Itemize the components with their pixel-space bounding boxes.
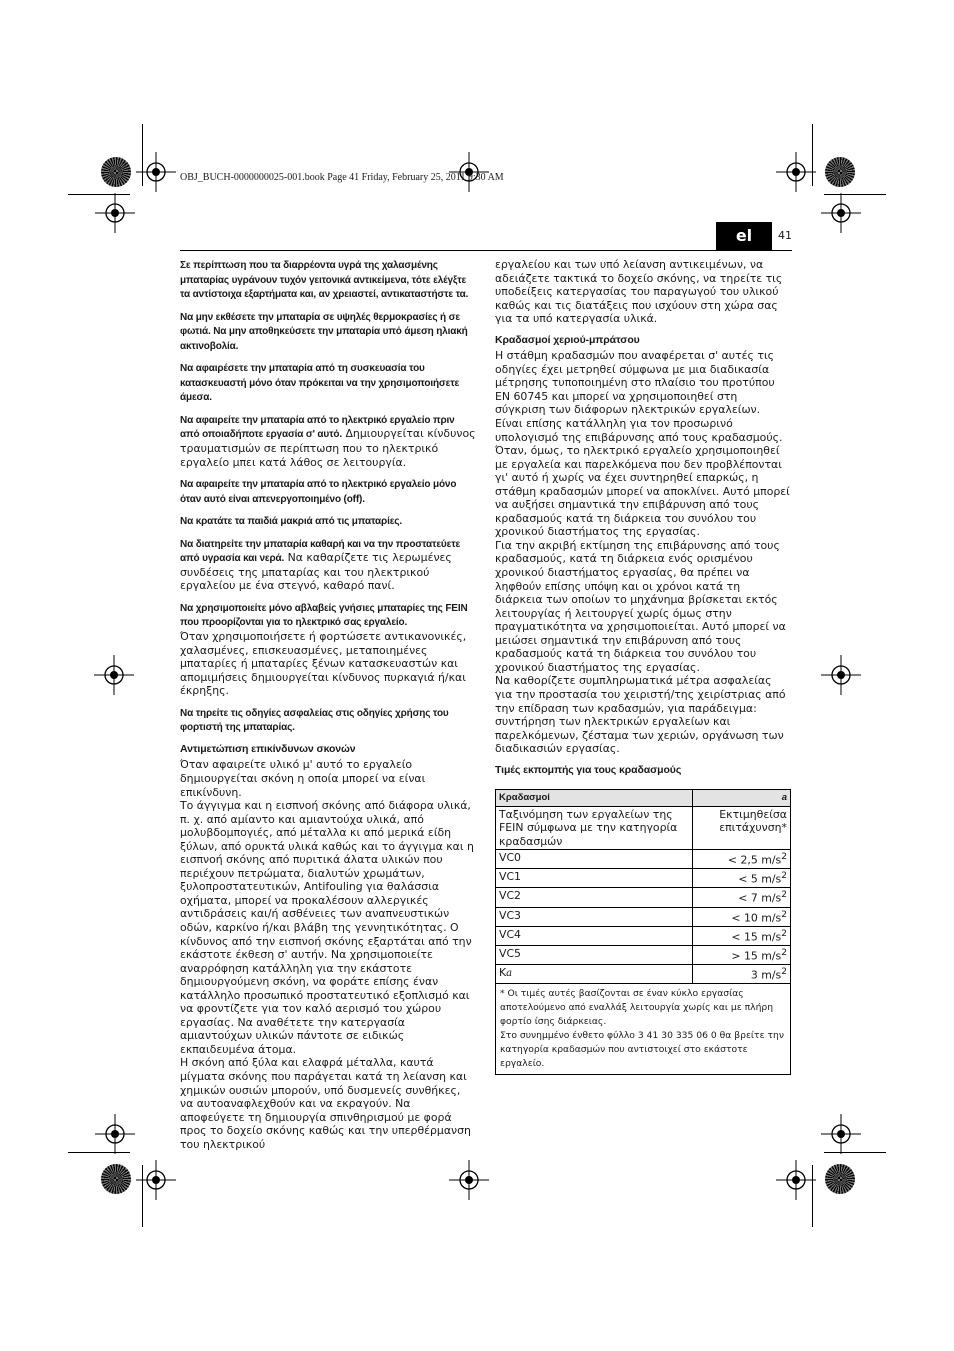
table-row xyxy=(496,945,791,964)
paragraph xyxy=(180,537,476,593)
warning-text: Να διατηρείτε την μπαταρία καθαρή και να την προστατεύετε από υγρασία και νερά. xyxy=(180,538,461,565)
exponent: 2 xyxy=(781,947,787,958)
table-header-cell: Κραδασμοί xyxy=(496,790,693,807)
table-row xyxy=(496,964,791,983)
table-cell xyxy=(693,964,791,983)
table-header-cell: a xyxy=(693,790,791,807)
table-cell: Εκτιμηθείσα επιτάχυνση* xyxy=(693,806,791,850)
comparison-sign: < xyxy=(727,853,738,867)
warning-text: Να αφαιρέσετε την μπαταρία από τη συσκευασία του κατασκευαστή μόνο όταν πρόκειται να την χρησιμοποιήσετε άμεσα. xyxy=(180,363,460,404)
table-cell xyxy=(693,869,791,888)
crosshair-icon xyxy=(449,1160,489,1200)
value-text: 3 m/s xyxy=(750,968,782,982)
registration-disc-icon xyxy=(101,157,131,187)
warning-text: Να τηρείτε τις οδηγίες ασφαλείας στις οδηγίες χρήσης του φορτιστή της μπαταρίας. xyxy=(180,707,449,734)
table-header-row xyxy=(496,790,791,807)
paragraph: Η σκόνη από ξύλα και ελαφρά μέταλλα, καυτά μίγματα σκόνης που παράγεται κατά τη λείανση και χημικών ουσιών μπορούν, υπό δυσμενείς συνθήκες, να αυτοαναφλεχθούν και να εκραγούν. Να αποφεύγετε τη δημιουργία σπινθηρισμού με φορά προς το δοχείο σκόνης καθώς και την υπερθέρμανση του ηλεκτρικού xyxy=(180,1056,471,1151)
table-cell xyxy=(496,964,693,983)
paragraph xyxy=(180,477,476,506)
paragraph: εργαλείου και των υπό λείανση αντικειμένων, να αδειάζετε τακτικά το δοχείο σκόνης, να τηρείτε τις υποδείξεις κατεργασίας του παραγωγού του υλικού καθώς και τις διατάξεις που ισχύουν στη χώρα σας για τα υπό κατεργασία υλικά. xyxy=(495,258,783,326)
registration-disc-icon xyxy=(825,157,855,187)
table-row xyxy=(496,926,791,945)
paragraph: Το άγγιγμα και η εισπνοή σκόνης από διάφορα υλικά, π. χ. από αμίαντο και αμιαντούχα υλικά, από μολυβδομπογιές, από μέταλλα κι από μερικά είδη ξύλων, από ορυκτά υλικά καθώς και το άγγιγμα και η εισπνοή σκόνης από πυριτικά άλατα υλικών που περιέχουν πετρώματα, διαλυτών χρωμάτων, ξυλοπροστατευτικών, Antifouling για θαλάσσια οχήματα, μπορεί να προκαλέσουν αλλεργικές αντιδράσεις και/ή ασθένειες των αναπνευστικών οδών, καρκίνο ή/και βλάβη της γεννητικότητας. Ο κίνδυνος από την εισπνοή σκόνης εξαρτάται από την εκάστοτε έκθεση σ' αυτήν. Να χρησιμοποιείτε αναρρόφηση κατάλληλη για την εκάστοτε δημιουργούμενη σκόνη, να φοράτε επίσης έναν κατάλληλο προσωπικό προστατευτικό εξοπλισμό και να φροντίζετε για τον καλό αερισμό του χώρου εργασίας. Να αναθέτετε την κατεργασία αμιαντούχων υλικών πάντοτε σε ειδικώς εκπαιδευμένα άτομα. xyxy=(180,799,474,1056)
paragraph xyxy=(180,258,476,302)
warning-text: Να μην εκθέσετε την μπαταρία σε υψηλές θερμοκρασίες ή σε φωτιά. Να μην αποθηκεύσετε την μπαταρία υπό άμεση ηλιακή ακτινοβολία. xyxy=(180,311,468,352)
table-cell: VC0 xyxy=(496,850,693,869)
table-cell: VC3 xyxy=(496,907,693,926)
table-footnote xyxy=(496,984,791,1075)
table-row xyxy=(496,907,791,926)
paragraph: Όταν, όμως, το ηλεκτρικό εργαλείο χρησιμοποιηθεί με εργαλεία και παρελκόμενα που δεν προβλέπονται γι' αυτό ή χωρίς να έχει συντηρηθεί επαρκώς, η στάθμη κραδασμών μπορεί να αποκλίνει. Αυτό μπορεί να αυξήσει σημαντικά την επιβάρυνση από τους κραδασμούς κατά τη διάρκεια του συνόλου του χρονικού διαστήματος της εργασίας. xyxy=(495,444,790,539)
table-row xyxy=(496,806,791,850)
table-cell xyxy=(693,945,791,964)
paragraph: Όταν αφαιρείτε υλικό μ' αυτό το εργαλείο δημιουργείται σκόνη η οποία μπορεί να είναι επικίνδυνη. xyxy=(180,758,426,799)
paragraph xyxy=(180,361,476,405)
table-row xyxy=(496,869,791,888)
k-subscript: a xyxy=(506,967,513,979)
warning-text: Να αφαιρείτε την μπαταρία από το ηλεκτρικό εργαλείο πριν από οποιαδήποτε εργασία σ' αυτό. xyxy=(180,414,455,441)
crosshair-icon xyxy=(821,1114,861,1154)
value-text: 15 m/s xyxy=(740,949,782,963)
section-heading: Αντιμετώπιση επικίνδυνων σκονών xyxy=(180,742,356,755)
exponent: 2 xyxy=(781,966,787,977)
footnote-text: Στο συνημμένο ένθετο φύλλο 3 41 30 335 06 0 θα βρείτε την κατηγορία κραδασμών που αντιστοιχεί στο εκάστοτε εργαλείο. xyxy=(500,1030,784,1070)
exponent: 2 xyxy=(781,890,787,901)
table-cell xyxy=(693,926,791,945)
file-info-line: OBJ_BUCH-0000000025-001.book Page 41 Friday, February 25, 2011 9:30 AM xyxy=(180,172,504,183)
comparison-sign: < xyxy=(738,872,748,886)
language-badge: el xyxy=(716,222,772,250)
crosshair-icon xyxy=(95,193,135,233)
table-cell: VC4 xyxy=(496,926,693,945)
page-number: 41 xyxy=(778,229,792,242)
value-text: 2,5 m/s xyxy=(737,853,782,867)
table-cell: VC5 xyxy=(496,945,693,964)
warning-text: Να χρησιμοποιείτε μόνο αβλαβείς γνήσιες μπαταρίες της FEIN που προορίζονται για το ηλεκτρικό σας εργαλείο. xyxy=(180,602,468,629)
crosshair-icon xyxy=(776,1160,816,1200)
comparison-sign: < xyxy=(731,911,741,925)
header-rule xyxy=(180,250,792,251)
registration-disc-icon xyxy=(825,1164,855,1194)
paragraph xyxy=(180,706,476,735)
section-heading: Τιμές εκπομπής για τους κραδασμούς xyxy=(495,763,682,776)
paragraph: Η στάθμη κραδασμών που αναφέρεται σ' αυτές τις οδηγίες έχει μετρηθεί σύμφωνα με μια διαδικασία μέτρησης τυποποιημένη στο πλαίσιο του προτύπου EN 60745 και μπορεί να χρησιμοποιηθεί στη σύγκριση των διάφορων ηλεκτρικών εργαλείων. Είναι επίσης κατάλληλη για τον προσωρινό υπολογισμό της επιβάρυνσης από τους κραδασμούς. xyxy=(495,349,783,444)
right-column xyxy=(495,258,791,1075)
paragraph: Να καθορίζετε συμπληρωματικά μέτρα ασφαλείας για την προστασία του χειριστή/της χειρίστριας από την επίδραση των κραδασμών, για παράδειγμα: συντήρηση των ηλεκτρικών εργαλείων και παρελκόμενων, ζέσταμα των χεριών, οργάνωση των διαδικασιών εργασίας. xyxy=(495,674,786,756)
body-text: Να καθαρίζετε τις λερωμένες συνδέσεις της μπαταρίας και του ηλεκτρικού εργαλείου με ένα στεγνό, καθαρό πανί. xyxy=(180,551,452,593)
exponent: 2 xyxy=(781,928,787,939)
table-footnote-row xyxy=(496,984,791,1075)
table-cell xyxy=(693,850,791,869)
table-row xyxy=(496,888,791,907)
crosshair-icon xyxy=(821,655,861,695)
exponent: 2 xyxy=(781,871,787,882)
table-cell: VC2 xyxy=(496,888,693,907)
paragraph: Για την ακριβή εκτίμηση της επιβάρυνσης από τους κραδασμούς, κατά τη διάρκεια ενός ορισμένου χρονικού διαστήματος εργασίας, θα πρέπει να ληφθούν επίσης υπόψη και οι χρόνοι κατά τη διάρκεια των οποίων το μηχάνημα βρίσκεται εκτός λειτουργίας ή λειτουργεί χωρίς όμως στην πραγματικότητα να χρησιμοποιείται. Αυτό μπορεί να μειώσει σημαντικά την επιβάρυνση από τους κραδασμούς κατά τη διάρκεια του συνόλου του χρονικού διαστήματος της εργασίας. xyxy=(495,538,786,674)
paragraph xyxy=(180,413,476,469)
value-text: 5 m/s xyxy=(747,872,782,886)
left-column xyxy=(180,258,476,1151)
section-heading: Κραδασμοί χεριού-μπράτσου xyxy=(495,333,640,346)
warning-text: Σε περίπτωση που τα διαρρέοντα υγρά της χαλασμένης μπαταρίας υγράνουν τυχόν γειτονικά αντικείμενα, τότε ελέγξτε τα αντίστοιχα εξαρτήματα και, αν χρειαστεί, αντικαταστήστε τα. xyxy=(180,260,469,301)
table-cell: VC1 xyxy=(496,869,693,888)
vibration-table xyxy=(495,789,791,1075)
table-cell xyxy=(693,907,791,926)
body-text: Όταν χρησιμοποιήσετε ή φορτώσετε αντικανονικές, χαλασμένες, επισκευασμένες, μεταποιημένες μπαταρίες ή μπαταρίες ξένων κατασκευαστών και απομιμήσεις δημιουργείται κίνδυνος πυρκαγιά ή/και έκρηξης. xyxy=(180,630,467,698)
comparison-sign: > xyxy=(731,949,741,963)
value-text: 15 m/s xyxy=(740,930,782,944)
comparison-sign: < xyxy=(738,892,748,906)
exponent: 2 xyxy=(781,909,787,920)
table-cell: Ταξινόμηση των εργαλείων της FEIN σύμφωνα με την κατηγορία κραδασμών xyxy=(496,806,693,850)
crosshair-icon xyxy=(776,152,816,192)
table-row xyxy=(496,850,791,869)
body-text: Δημιουργείται κίνδυνος τραυματισμών σε περίπτωση που το ηλεκτρικό εργαλείο μπει κατά λάθος σε λειτουργία. xyxy=(180,427,476,469)
comparison-sign: < xyxy=(731,930,741,944)
warning-text: Να κρατάτε τα παιδιά μακριά από τις μπαταρίες. xyxy=(180,516,402,528)
paragraph xyxy=(180,601,476,698)
crosshair-icon xyxy=(94,655,134,695)
table-cell xyxy=(693,888,791,907)
exponent: 2 xyxy=(781,852,787,863)
footnote-text: * Οι τιμές αυτές βασίζονται σε έναν κύκλο εργασίας αποτελούμενο από εναλλάξ λειτουργία χωρίς και με πλήρη φορτίο ίσης διάρκειας. xyxy=(500,988,774,1028)
value-text: 10 m/s xyxy=(740,911,782,925)
value-text: 7 m/s xyxy=(747,892,782,906)
crosshair-icon xyxy=(95,1114,135,1154)
registration-disc-icon xyxy=(101,1164,131,1194)
paragraph xyxy=(180,310,476,354)
crosshair-icon xyxy=(821,193,861,233)
k-label: K xyxy=(499,965,507,979)
paragraph xyxy=(180,514,476,529)
warning-text: Να αφαιρείτε την μπαταρία από το ηλεκτρικό εργαλείο μόνο όταν αυτό είναι απενεργοποιημένο (off). xyxy=(180,479,457,505)
